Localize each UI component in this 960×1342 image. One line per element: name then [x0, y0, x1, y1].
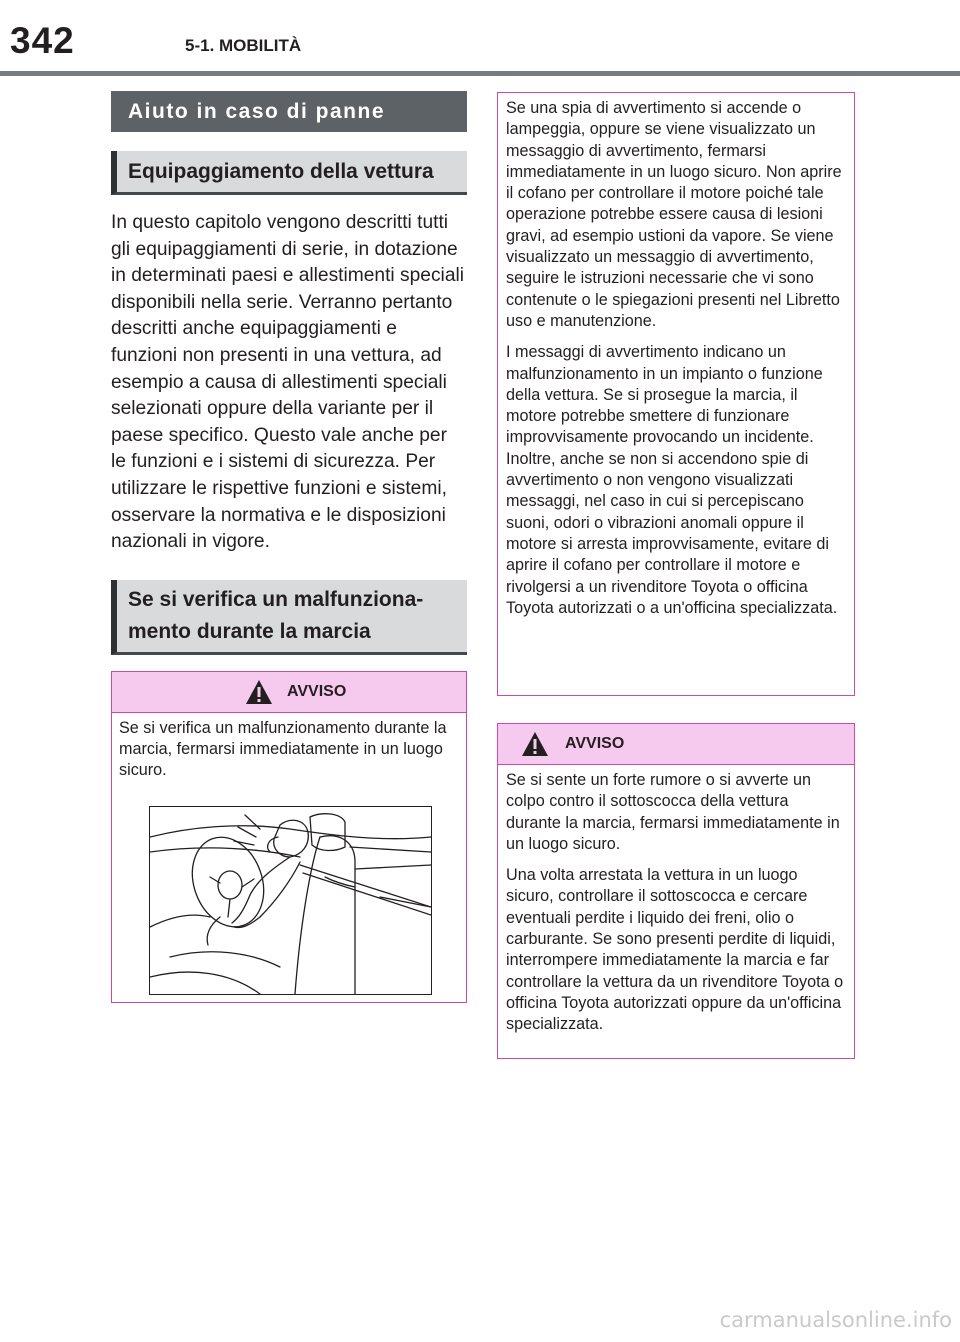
- info-paragraph-1: Se una spia di avvertimento si accende o lampeggia, oppure se viene visualizzato un messaggio di avvertimento, fermarsi immediatamente in un luogo sicuro. Non aprire il cofano per controllare il motore poiché tale operazione potrebbe essere causa di lesioni gravi, ad esempio ustioni da vapore. Se viene visualizzato un messaggio di avvertimento, seguire le istruzioni necessarie che vi sono contenute o le spiegazioni presenti nel Libretto uso e manutenzione.: [506, 99, 842, 330]
- page-header: [0, 0, 960, 76]
- warning-label: AVVISO: [287, 682, 347, 700]
- warning-triangle-icon: [521, 731, 549, 757]
- warning-triangle-icon: [245, 679, 273, 705]
- warning-label: AVVISO: [565, 735, 625, 752]
- warning-text: Se si verifica un malfunzionamento durante la marcia, fermarsi immediatamente in un luogo sicuro.: [119, 718, 447, 780]
- section-title: 5-1. MOBILITÀ: [185, 36, 302, 55]
- intro-paragraph: In questo capitolo vengono descritti tutti gli equipaggiamenti di serie, in dotazione in determinati paesi e allestimenti speciali disponibili nella serie. Verranno pertanto descritti anche equipaggiamenti e funzioni non presenti in una vettura, ad esempio a causa di allestimenti speciali selezionati oppure della variante per il paese specifico. Questo vale anche per le funzioni e i sistemi di sicurezza. Per utilizzare le rispettive funzioni e sistemi, osservare la normativa e le disposizioni nazionali in vigore.: [111, 212, 465, 553]
- warning-box-malfunction: [111, 671, 467, 1003]
- main-heading: Aiuto in caso di panne: [111, 91, 467, 132]
- subheading-malfunction-line1: Se si verifica un malfunziona-: [128, 587, 424, 611]
- left-column: [111, 91, 467, 1003]
- driver-illustration: [149, 806, 432, 995]
- info-paragraph-2: I messaggi di avvertimento indicano un malfunzionamento in un impianto o funzione della vettura. Se si prosegue la marcia, il motore potrebbe smettere di funzionare improvvisamente provocando un incidente. Inoltre, anche se non si accendono spie di avvertimento o non vengono visualizzati messaggi, nel caso in cui si percepiscano suoni, odori o vibrazioni anomali oppure il motore si arresta improvvisamente, evitare di aprire il cofano per controllare il motore e rivolgersi a un rivenditore Toyota o officina Toyota autorizzati o a un'officina specializzata.: [506, 343, 838, 617]
- warning-box-underbody: [497, 723, 855, 1059]
- warning-header: [112, 672, 466, 713]
- warning-header: [498, 724, 854, 765]
- page-number: 342: [10, 20, 75, 61]
- info-box-warning-lights: [497, 92, 855, 696]
- header-divider: [0, 71, 960, 76]
- subheading-malfunction: [111, 580, 467, 655]
- subheading-malfunction-line2: mento durante la marcia: [128, 619, 371, 643]
- warning-paragraph-2: Una volta arrestata la vettura in un luogo sicuro, controllare il sottoscocca e cercare eventuali perdite i liquido dei freni, olio o carburante. Se sono presenti perdite di liquidi, interrompere immediatamente la marcia e far controllare la vettura da un rivenditore Toyota o officina Toyota autorizzati oppure da un'officina specializzata.: [506, 866, 844, 1034]
- watermark: carmanualsonline.info: [719, 1308, 952, 1332]
- warning-paragraph-1: Se si sente un forte rumore o si avverte un colpo contro il sottoscocca della vettura durante la marcia, fermarsi immediatamente in un luogo sicuro.: [506, 771, 840, 853]
- subheading-equipment: Equipaggiamento della vettura: [111, 151, 467, 195]
- driver-illustration-drawing: [150, 807, 431, 994]
